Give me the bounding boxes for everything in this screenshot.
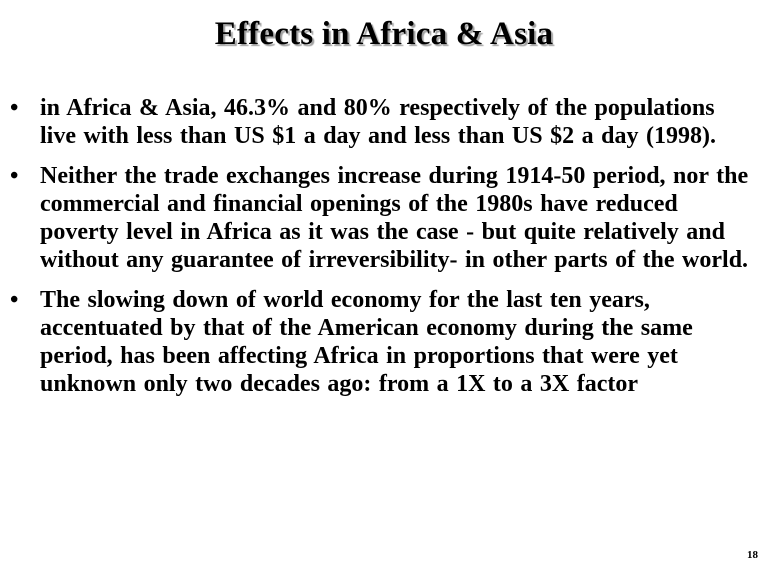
bullet-marker: • bbox=[10, 163, 19, 189]
bullet-item-1 bbox=[8, 94, 758, 150]
bullet-marker: • bbox=[10, 287, 19, 313]
page-number: 18 bbox=[747, 549, 758, 561]
bullet-item-3 bbox=[8, 286, 758, 398]
bullet-item-2 bbox=[8, 162, 758, 274]
bullet-text-1: in Africa & Asia, 46.3% and 80% respectively of the populations live with less than US $1 a day and less than US $2 a day (1998). bbox=[40, 95, 716, 149]
bullet-list bbox=[8, 94, 758, 410]
bullet-text-2: Neither the trade exchanges increase during 1914-50 period, nor the commercial and financial openings of the 1980s have reduced poverty level in Africa as it was the case - but quite relatively and without any guarantee of irreversibility- in other parts of the world. bbox=[40, 163, 749, 273]
slide-title: Effects in Africa & Asia bbox=[214, 16, 554, 52]
bullet-text-3: The slowing down of world economy for the last ten years, accentuated by that of the American economy during the same period, has been affecting Africa in proportions that were yet unknown only two decades ago: from a 1X to a 3X factor bbox=[40, 287, 693, 397]
bullet-marker: • bbox=[10, 95, 19, 121]
